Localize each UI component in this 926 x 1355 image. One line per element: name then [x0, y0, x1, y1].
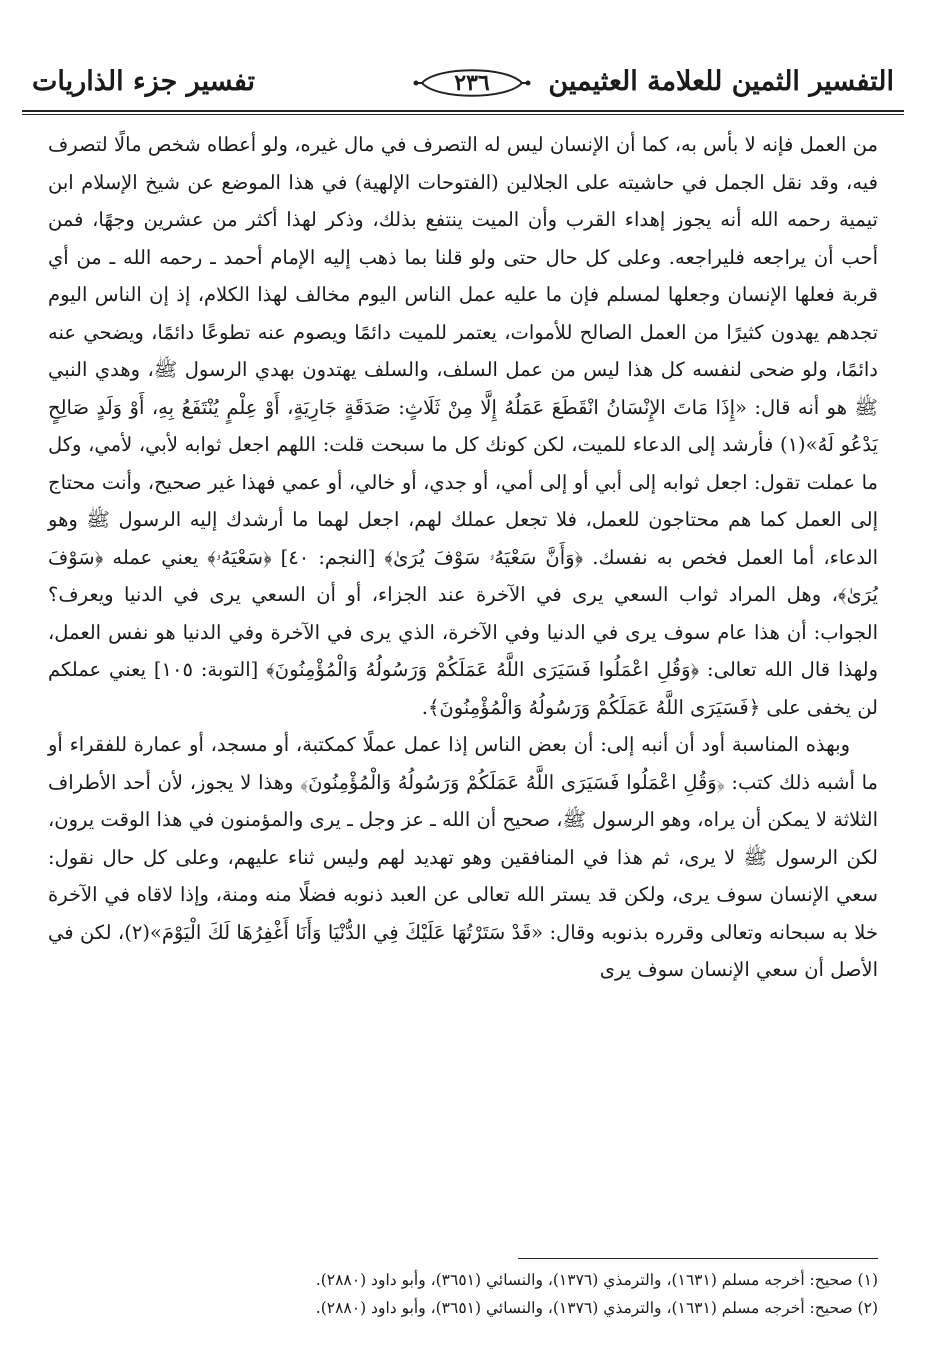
section-title: تفسير جزء الذاريات	[32, 66, 255, 97]
paragraph-1: من العمل فإنه لا بأس به، كما أن الإنسان ليس له التصرف في مال غيره، ولو أعطاه شخص مالًا لتصرف فيه، وقد نقل الجمل في حاشيته على الجلالين (الفتوحات الإلهية) في هذا الموضع عن شيخ الإسلام ابن تيمية رحمه الله أنه يجوز إهداء القرب وأن الميت ينتفع بذلك، وذكر لهذا أكثر من عشرين وجهًا، فمن أحب أن يراجعه فليراجعه. وعلى كل حال حتى ولو قلنا بما ذهب إليه الإمام أحمد ـ رحمه الله ـ من أي قربة فعلها الإنسان وجعلها لمسلم فإن ما عليه عمل الناس اليوم مخالف لهذا الكلام، إذ إن الناس اليوم تجدهم يهدون كثيرًا من العمل الصالح للأموات، يعتمر للميت دائمًا ويصوم عنه تطوعًا دائمًا، ويضحي عنه دائمًا، ولو ضحى لنفسه كل هذا ليس من عمل السلف، والسلف يهتدون بهدي الرسول ﷺ، وهدي النبي ﷺ هو أنه قال: «إِذَا مَاتَ الإِنْسَانُ انْقَطَعَ عَمَلُهُ إِلَّا مِنْ ثَلَاثٍ: صَدَقَةٍ جَارِيَةٍ، أَوْ عِلْمٍ يُنْتَفَعُ بِهِ، أَوْ وَلَدٍ صَالِحٍ يَدْعُو لَهُ»(١) فأرشد إلى الدعاء للميت، لكن كونك كل ما سبحت قلت: اللهم اجعل ثوابه لأبي، لأمي، وكل ما عملت تقول: اجعل ثوابه إلى أبي أو إلى أمي، أو جدي، أو خالي، أو عمي فهذا غير صحيح، وأنت محتاج إلى العمل كما هم محتاجون للعمل، فلا تجعل عملك لهم، اجعل لهما ما أرشدك إليه الرسول ﷺ وهو الدعاء، أما العمل فخص به نفسك. ﴿وَأَنَّ سَعْيَهُۥ سَوْفَ يُرَىٰ﴾ [النجم: ٤٠] ﴿سَعْيَهُۥ﴾ يعني عمله ﴿سَوْفَ يُرَىٰ﴾، وهل المراد ثواب السعي يرى في الآخرة عند الجزاء، أو أن السعي يرى في الدنيا ويعرف؟ الجواب: أن هذا عام سوف يرى في الدنيا وفي الآخرة، الذي يرى في الآخرة وفي الدنيا هو نفس العمل، ولهذا قال الله تعالى: ﴿وَقُلِ اعْمَلُوا فَسَيَرَى اللَّهُ عَمَلَكُمْ وَرَسُولُهُ وَالْمُؤْمِنُونَ﴾ [التوبة: ١٠٥] يعني عملكم لن يخفى على ﴿فَسَيَرَى اللَّهُ عَمَلَكُمْ وَرَسُولُهُ وَالْمُؤْمِنُونَ﴾.	[48, 133, 878, 719]
book-title: التفسير الثمين للعلامة العثيمين	[548, 66, 894, 97]
footnote-2: (٢) صحيح: أخرجه مسلم (١٦٣١)، والترمذي (١٣٧٦)، والنسائي (٣٦٥١)، وأبو داود (٢٨٨٠).	[315, 1299, 878, 1317]
paragraph-2: وبهذه المناسبة أود أن أنبه إلى: أن بعض الناس إذا عمل عملًا كمكتبة، أو مسجد، أو عمارة للفقراء أو ما أشبه ذلك كتب: ﴿وَقُلِ اعْمَلُوا فَسَيَرَى اللَّهُ عَمَلَكُمْ وَرَسُولُهُ وَالْمُؤْمِنُونَ﴾ وهذا لا يجوز، لأن أحد الأطراف الثلاثة لا يمكن أن يراه، وهو الرسول ﷺ، صحيح أن الله ـ عز وجل ـ يرى والمؤمنون في هذا الوقت يرون، لكن الرسول ﷺ لا يرى، ثم هذا في المنافقين وهو تهديد لهم وليس ثناء عليهم، وعلى كل حال نقول: سعي الإنسان سوف يرى، ولكن قد يستر الله تعالى عن العبد ذنوبه فضلًا منه ومنة، وإذا لاقاه في الآخرة خلا به سبحانه وتعالى وقرره بذنوبه وقال: «قَدْ سَتَرْتُهَا عَلَيْكَ فِي الدُّنْيَا وَأَنَا أَغْفِرُهَا لَكَ الْيَوْمَ»(٢)، لكن في الأصل أن سعي الإنسان سوف يرى	[48, 733, 878, 981]
header-rule-thin	[22, 114, 904, 115]
page-number: ٢٣٦	[454, 70, 490, 96]
main-text	[48, 126, 878, 989]
footnotes	[300, 1266, 878, 1322]
page-number-ornament	[412, 64, 532, 102]
header-rule	[22, 110, 904, 112]
footnote-rule	[518, 1258, 878, 1259]
page-header	[22, 58, 904, 118]
footnote-1: (١) صحيح: أخرجه مسلم (١٦٣١)، والترمذي (١٣٧٦)، والنسائي (٣٦٥١)، وأبو داود (٢٨٨٠).	[315, 1271, 878, 1289]
